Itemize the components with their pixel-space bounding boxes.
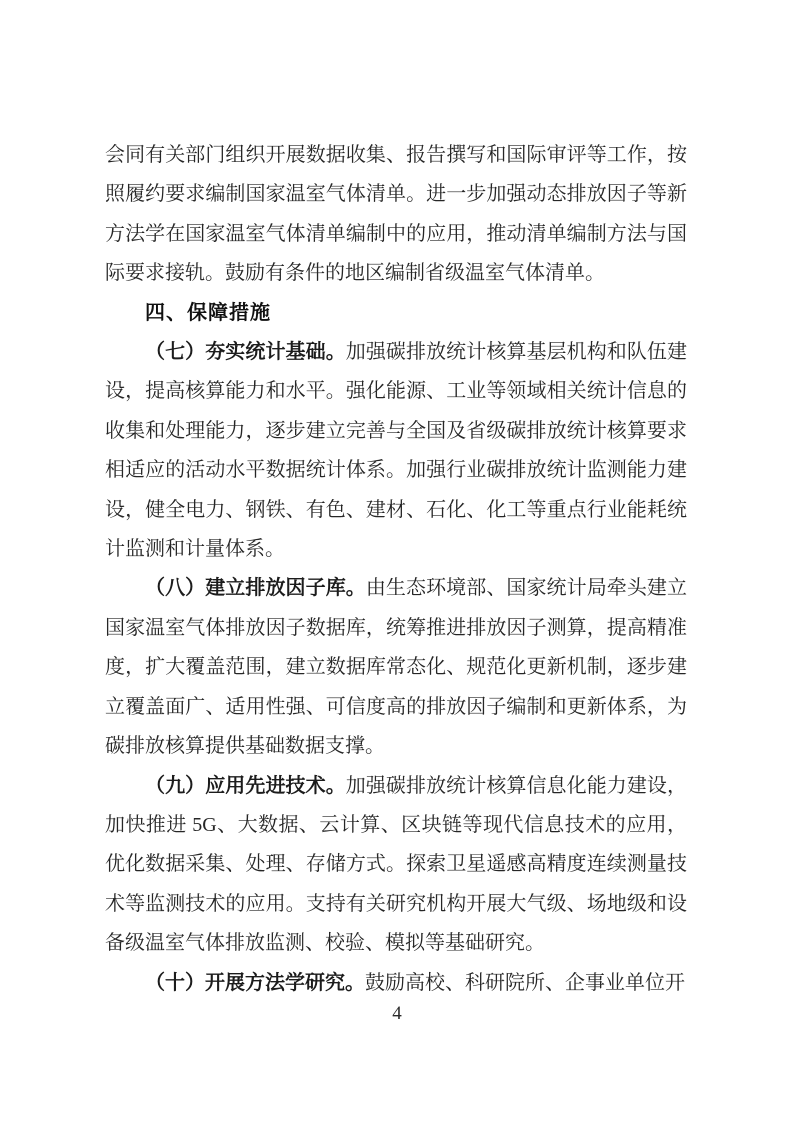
paragraph-item-7-text: 加强碳排放统计核算基层机构和队伍建设，提高核算能力和水平。强化能源、工业等领域相关统计信息的收集和处理能力，逐步建立完善与全国及省级碳排放统计核算要求相适应的活动水平数据统计体系。加强行业碳排放统计监测能力建设，健全电力、钢铁、有色、建材、石化、化工等重点行业能耗统计监测和计量体系。	[105, 341, 688, 561]
paragraph-item-7-lead: （七）夯实统计基础。	[145, 341, 346, 364]
paragraph-item-10-lead: （十）开展方法学研究。	[145, 971, 365, 994]
section-heading-4-text: 四、保障措施	[145, 301, 271, 324]
paragraph-continuation	[105, 136, 687, 294]
section-heading-4	[105, 294, 687, 333]
paragraph-item-8-text: 由生态环境部、国家统计局牵头建立国家温室气体排放因子数据库，统筹推进排放因子测算，提高精准度，扩大覆盖范围，建立数据库常态化、规范化更新机制，逐步建立覆盖面广、适用性强、可信度高的排放因子编制和更新体系，为碳排放核算提供基础数据支撑。	[105, 577, 688, 758]
paragraph-item-9-lead: （九）应用先进技术。	[145, 774, 346, 797]
page-footer	[0, 1000, 794, 1028]
paragraph-item-8	[105, 569, 687, 766]
document-body	[105, 136, 687, 1003]
paragraph-continuation-text: 会同有关部门组织开展数据收集、报告撰写和国际审评等工作，按照履约要求编制国家温室气体清单。进一步加强动态排放因子等新方法学在国家温室气体清单编制中的应用，推动清单编制方法与国际要求接轨。鼓励有条件的地区编制省级温室气体清单。	[105, 144, 687, 285]
paragraph-item-10-text: 鼓励高校、科研院所、企事业单位开	[365, 971, 685, 994]
paragraph-item-8-lead: （八）建立排放因子库。	[145, 577, 366, 600]
paragraph-item-10	[105, 964, 687, 1003]
page-number: 4	[392, 1003, 402, 1024]
paragraph-item-9-text: 加强碳排放统计核算信息化能力建设，加快推进 5G、大数据、云计算、区块链等现代信息技术的应用，优化数据采集、处理、存储方式。探索卫星遥感高精度连续测量技术等监测技术的应用。支持有关研究机构开展大气级、场地级和设备级温室气体排放监测、校验、模拟等基础研究。	[105, 774, 688, 955]
paragraph-item-7	[105, 333, 687, 569]
paragraph-item-9	[105, 767, 687, 964]
